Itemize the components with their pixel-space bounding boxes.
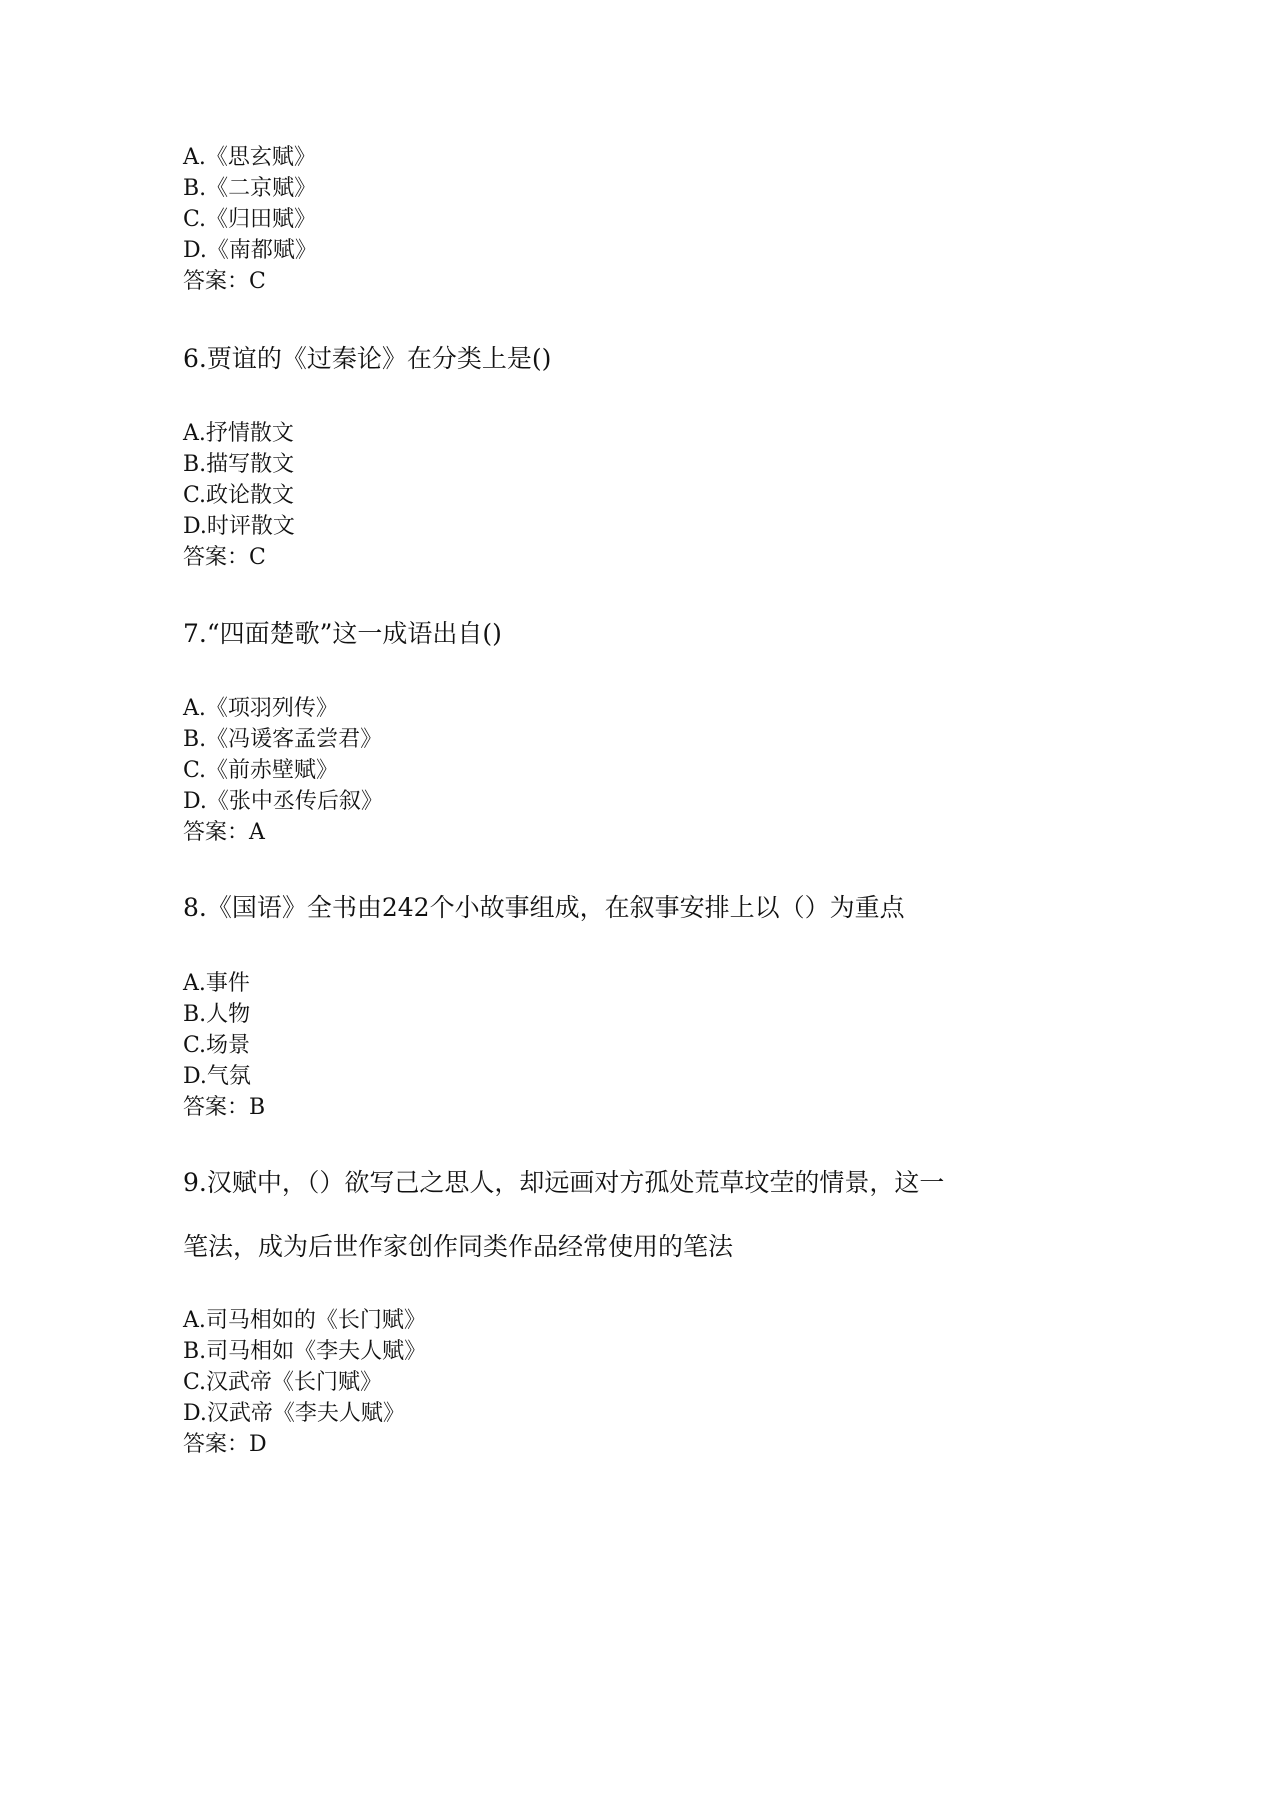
question-9-option-b: B.司马相如《李夫人赋》	[183, 1339, 427, 1364]
question-7-block	[183, 617, 502, 651]
question-5-answer: 答案：C	[183, 269, 266, 294]
question-9-block	[183, 1166, 944, 1264]
question-7-text: 7.“四面楚歌”这一成语出自()	[183, 619, 502, 648]
question-9-text-line-2: 笔法，成为后世作家创作同类作品经常使用的笔法	[183, 1232, 734, 1261]
question-6-text: 6.贾谊的《过秦论》在分类上是()	[183, 344, 552, 373]
question-6-option-d: D.时评散文	[183, 514, 295, 539]
question-8-option-c: C.场景	[183, 1033, 251, 1058]
question-8-options	[183, 968, 265, 1123]
question-8-text: 8.《国语》全书由242个小故事组成，在叙事安排上以（）为重点	[183, 893, 905, 922]
question-8-option-b: B.人物	[183, 1002, 251, 1027]
question-5-block	[183, 142, 317, 297]
question-9-options	[183, 1305, 426, 1460]
question-7-answer: 答案：A	[183, 820, 265, 845]
question-9-option-d: D.汉武帝《李夫人赋》	[183, 1401, 405, 1426]
question-7-option-c: C.《前赤壁赋》	[183, 758, 339, 783]
question-8-block	[183, 891, 905, 925]
question-5-option-a: A.《思玄赋》	[183, 145, 316, 170]
question-5-option-b: B.《二京赋》	[183, 176, 317, 201]
question-6-option-b: B.描写散文	[183, 452, 295, 477]
question-6-block	[183, 342, 551, 376]
question-7-options	[183, 693, 383, 848]
question-5-option-c: C.《归田赋》	[183, 207, 317, 232]
question-6-option-c: C.政论散文	[183, 483, 295, 508]
question-9-answer: 答案：D	[183, 1432, 267, 1457]
question-6-options	[183, 418, 295, 573]
question-7-option-a: A.《项羽列传》	[183, 696, 338, 721]
question-8-option-d: D.气氛	[183, 1064, 251, 1089]
question-7-option-d: D.《张中丞传后叙》	[183, 789, 383, 814]
question-9-option-a: A.司马相如的《长门赋》	[183, 1308, 426, 1333]
question-9-option-c: C.汉武帝《长门赋》	[183, 1370, 383, 1395]
question-6-answer: 答案：C	[183, 545, 266, 570]
question-8-answer: 答案：B	[183, 1095, 266, 1120]
question-6-option-a: A.抒情散文	[183, 421, 294, 446]
question-7-option-b: B.《冯谖客孟尝君》	[183, 727, 383, 752]
question-9-text-line-1: 9.汉赋中，（）欲写己之思人，却远画对方孤处荒草坟茔的情景，这一	[183, 1168, 945, 1197]
question-8-option-a: A.事件	[183, 971, 250, 996]
question-5-option-d: D.《南都赋》	[183, 238, 317, 263]
